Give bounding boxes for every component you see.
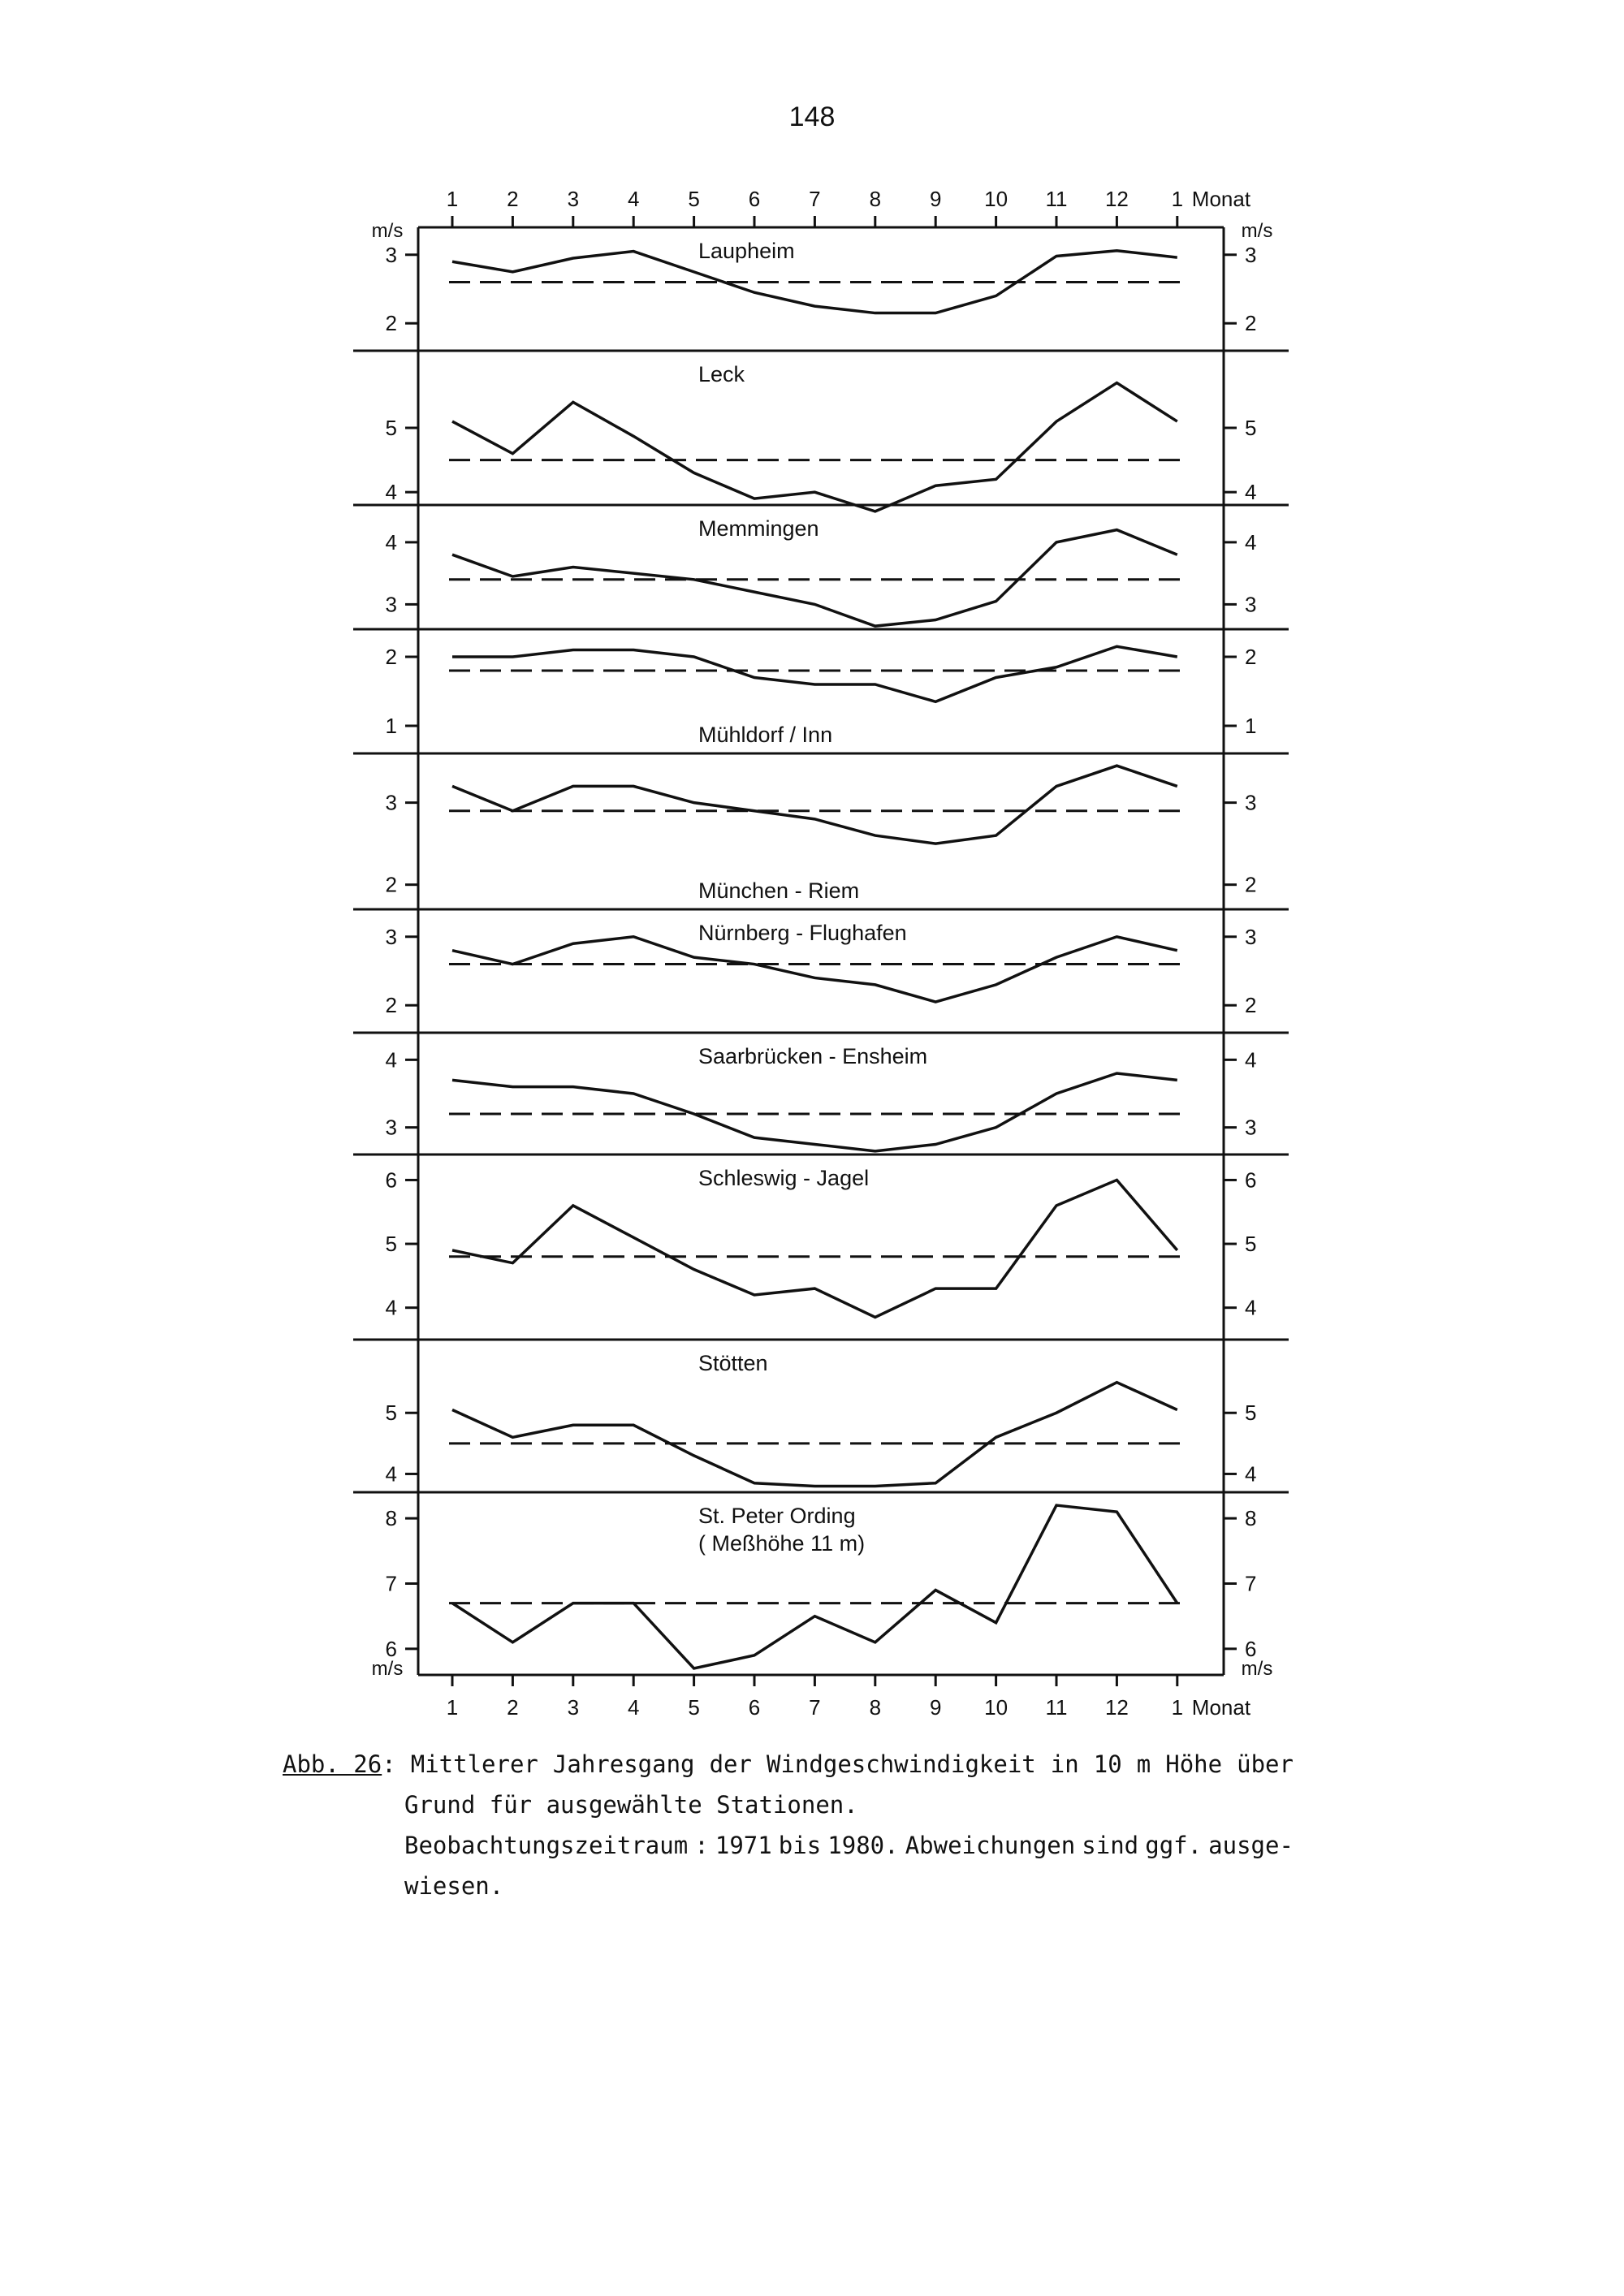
x-tick-label-top: 3 xyxy=(567,187,580,211)
x-tick-label-top: 8 xyxy=(869,187,882,211)
y-tick-label-left: 4 xyxy=(385,1461,397,1487)
x-tick-label-top: 7 xyxy=(809,187,821,211)
y-tick-label-left: 3 xyxy=(385,790,397,815)
panel-5 xyxy=(386,921,1257,1017)
station-label: Leck xyxy=(698,362,745,386)
monthly-mean-line xyxy=(452,1505,1177,1668)
y-unit-label-right-top: m/s xyxy=(1241,220,1273,242)
y-tick-label-right: 4 xyxy=(1245,529,1257,555)
y-tick-label-right: 4 xyxy=(1245,1461,1257,1487)
y-tick-label-left: 3 xyxy=(385,242,397,267)
y-tick-label-right: 3 xyxy=(1245,242,1257,267)
y-tick-label-left: 4 xyxy=(385,1295,397,1320)
x-tick-label-top: 11 xyxy=(1045,187,1068,211)
y-tick-label-right: 5 xyxy=(1245,1400,1257,1426)
station-label: Memmingen xyxy=(698,516,819,541)
y-tick-label-right: 7 xyxy=(1245,1571,1257,1596)
y-tick-label-right: 5 xyxy=(1245,1232,1257,1257)
y-tick-label-left: 5 xyxy=(385,1400,397,1426)
y-tick-label-left: 2 xyxy=(385,311,397,336)
x-tick-label-top: 6 xyxy=(748,187,761,211)
station-label: Schleswig - Jagel xyxy=(698,1166,870,1190)
y-tick-label-left: 2 xyxy=(385,872,397,897)
monthly-mean-line xyxy=(452,1180,1177,1317)
y-tick-label-right: 2 xyxy=(1245,645,1257,669)
x-tick-label-top: 5 xyxy=(688,187,700,211)
panel-7 xyxy=(386,1166,1257,1320)
x-axis-label-top: Monat xyxy=(1191,187,1251,211)
x-tick-label-bottom: 4 xyxy=(627,1695,640,1720)
station-sublabel: ( Meßhöhe 11 m) xyxy=(698,1531,866,1556)
station-label: Laupheim xyxy=(698,239,795,263)
monthly-mean-line xyxy=(452,937,1177,1002)
figure-caption xyxy=(283,1744,1294,1906)
panel-0 xyxy=(386,239,1257,335)
y-unit-label-left-top: m/s xyxy=(371,220,404,242)
monthly-mean-line xyxy=(452,646,1177,701)
y-tick-label-left: 8 xyxy=(385,1506,397,1531)
y-tick-label-right: 3 xyxy=(1245,790,1257,815)
x-tick-label-bottom: 11 xyxy=(1045,1695,1068,1720)
chart-panels xyxy=(386,239,1257,1668)
x-tick-label-top: 2 xyxy=(507,187,519,211)
panel-3 xyxy=(386,645,1257,747)
y-tick-label-right: 6 xyxy=(1245,1636,1257,1661)
y-unit-label-left-bottom: m/s xyxy=(371,1658,404,1680)
y-tick-label-left: 2 xyxy=(385,645,397,669)
y-tick-label-left: 1 xyxy=(385,714,397,738)
x-axis-label-bottom: Monat xyxy=(1191,1695,1251,1720)
station-label: Nürnberg - Flughafen xyxy=(698,921,907,945)
x-tick-label-bottom: 2 xyxy=(507,1695,519,1720)
monthly-mean-line xyxy=(452,530,1177,627)
y-tick-label-right: 2 xyxy=(1245,311,1257,336)
station-label: München - Riem xyxy=(698,878,860,903)
y-tick-label-right: 2 xyxy=(1245,993,1257,1018)
x-tick-label-top: 1 xyxy=(1171,187,1184,211)
y-tick-label-right: 8 xyxy=(1245,1506,1257,1531)
x-tick-label-bottom: 3 xyxy=(567,1695,580,1720)
x-tick-label-bottom: 6 xyxy=(748,1695,761,1720)
monthly-mean-line xyxy=(452,766,1177,844)
y-tick-label-right: 5 xyxy=(1245,416,1257,440)
y-tick-label-left: 4 xyxy=(385,480,397,505)
y-tick-label-left: 3 xyxy=(385,924,397,949)
x-tick-label-bottom: 1 xyxy=(1171,1695,1184,1720)
x-tick-label-bottom: 10 xyxy=(984,1695,1009,1720)
y-tick-label-left: 3 xyxy=(385,1115,397,1140)
caption-line-4: wiesen. xyxy=(404,1872,504,1900)
panel-8 xyxy=(386,1351,1257,1486)
y-tick-label-right: 2 xyxy=(1245,872,1257,897)
x-tick-label-top: 12 xyxy=(1104,187,1129,211)
y-tick-label-left: 5 xyxy=(385,1232,397,1257)
monthly-mean-line xyxy=(452,383,1177,511)
y-tick-label-right: 6 xyxy=(1245,1167,1257,1193)
panel-9 xyxy=(386,1504,1257,1668)
x-tick-label-top: 4 xyxy=(627,187,640,211)
y-tick-label-right: 3 xyxy=(1245,592,1257,617)
chart-axes xyxy=(372,187,1273,1720)
caption-line-3: Beobachtungszeitraum : 1971 bis 1980. Abweichungen sind ggf. ausge- xyxy=(404,1832,1294,1859)
y-tick-label-left: 3 xyxy=(385,592,397,617)
page-number: 148 xyxy=(788,101,836,132)
x-tick-label-top: 10 xyxy=(984,187,1009,211)
y-tick-label-right: 3 xyxy=(1245,924,1257,949)
caption-body xyxy=(283,1785,1294,1906)
monthly-mean-line xyxy=(452,1383,1177,1487)
station-label: Mühldorf / Inn xyxy=(698,723,833,747)
y-tick-label-left: 6 xyxy=(385,1636,397,1661)
y-tick-label-right: 3 xyxy=(1245,1115,1257,1140)
panel-1 xyxy=(386,362,1257,511)
y-tick-label-left: 5 xyxy=(385,416,397,440)
panel-6 xyxy=(386,1044,1257,1151)
x-tick-label-bottom: 8 xyxy=(869,1695,882,1720)
station-label: St. Peter Ording xyxy=(698,1504,856,1528)
y-tick-label-left: 6 xyxy=(385,1167,397,1193)
x-tick-label-bottom: 1 xyxy=(446,1695,459,1720)
y-unit-label-right-bottom: m/s xyxy=(1241,1658,1273,1680)
y-tick-label-left: 2 xyxy=(385,993,397,1018)
panel-2 xyxy=(386,516,1257,626)
y-tick-label-left: 4 xyxy=(385,529,397,555)
caption-line-1: Abb. 26: Mittlerer Jahresgang der Windgeschwindigkeit in 10 m Höhe über xyxy=(283,1750,1294,1778)
y-tick-label-right: 4 xyxy=(1245,480,1257,505)
y-tick-label-right: 1 xyxy=(1245,714,1257,738)
y-tick-label-right: 4 xyxy=(1245,1047,1257,1072)
y-tick-label-right: 4 xyxy=(1245,1295,1257,1320)
x-tick-label-bottom: 7 xyxy=(809,1695,821,1720)
x-tick-label-bottom: 5 xyxy=(688,1695,700,1720)
y-tick-label-left: 7 xyxy=(385,1571,397,1596)
x-tick-label-bottom: 9 xyxy=(929,1695,942,1720)
caption-label: Abb. 26 xyxy=(283,1750,382,1778)
y-tick-label-left: 4 xyxy=(385,1047,397,1072)
monthly-mean-line xyxy=(452,1073,1177,1151)
x-tick-label-bottom: 12 xyxy=(1104,1695,1129,1720)
station-label: Stötten xyxy=(698,1351,768,1375)
caption-line-2: Grund für ausgewählte Stationen. xyxy=(404,1791,858,1819)
panel-4 xyxy=(386,766,1257,903)
station-label: Saarbrücken - Ensheim xyxy=(698,1044,928,1068)
x-tick-label-top: 1 xyxy=(446,187,459,211)
x-tick-label-top: 9 xyxy=(929,187,942,211)
